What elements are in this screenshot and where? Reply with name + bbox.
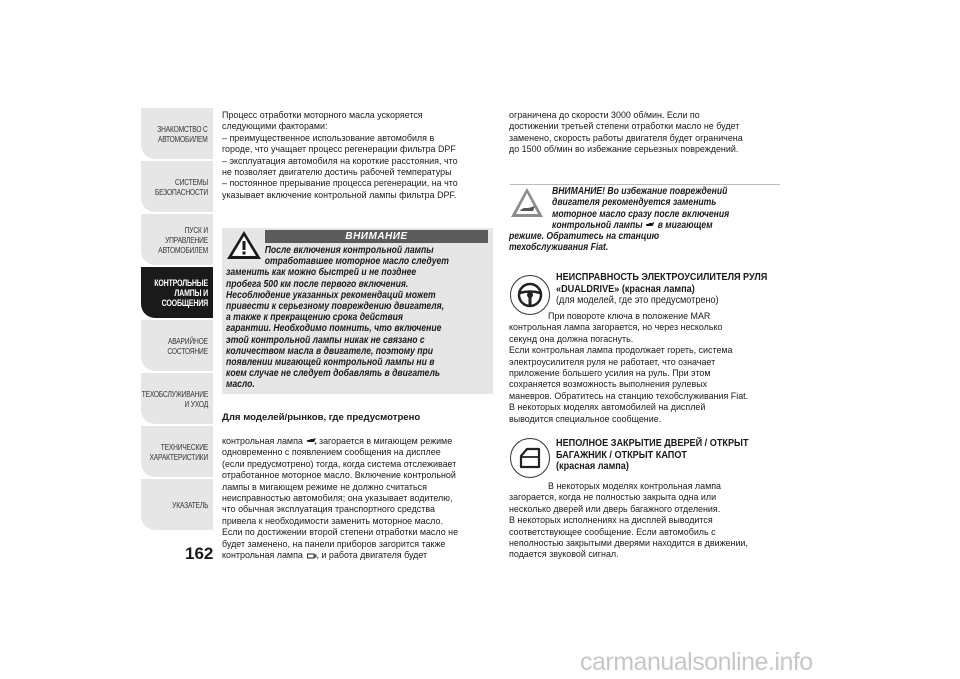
text-line: сохраняется возможность выполнения рулевых: [509, 379, 708, 391]
text-line: привела к необходимости заменить моторное масло.: [222, 515, 443, 527]
tab-label: ЗНАКОМСТВО С АВТОМОБИЛЕМ: [157, 123, 208, 144]
text-line: лампы в мигающем режиме не должно считаться: [222, 481, 427, 493]
text-line: не позволяет двигателю достичь рабочей температуры: [222, 167, 452, 179]
tab-label: ПУСК И УПРАВЛЕНИЕ АВТОМОБИЛЕМ: [158, 224, 208, 255]
text-line: В некоторых моделях контрольная лампа: [548, 481, 722, 492]
text-line: указывает включение контрольной лампы фильтра DPF.: [222, 189, 457, 201]
section-subheading: Для моделей/рынков, где предусмотрено: [222, 412, 421, 423]
tab-chapter-7[interactable]: [141, 426, 213, 477]
divider: [510, 184, 780, 185]
doors-paragraph: [509, 481, 788, 561]
text-line: соответствующее сообщение. Если автомобиль с: [509, 526, 716, 538]
page-number: 162: [185, 544, 214, 563]
tab-label: АВАРИЙНОЕ СОСТОЯНИЕ: [167, 335, 208, 356]
text-line: привести к серьезному повреждению двигателя,: [226, 301, 445, 313]
text-line: В некоторых моделях автомобилей на дисплей: [509, 402, 706, 414]
oil-lamp-icon: [645, 221, 655, 229]
text-line: пробега 500 км после первого включения.: [226, 278, 409, 290]
tab-label: КОНТРОЛЬНЫЕ ЛАМПЫ И СООБЩЕНИЯ: [154, 277, 208, 308]
heading-line: НЕПОЛНОЕ ЗАКРЫТИЕ ДВЕРЕЙ / ОТКРЫТ: [556, 438, 749, 449]
text-line: маневров. Обратитесь на станцию техобслуживания Fiat.: [509, 390, 749, 402]
tab-chapter-2[interactable]: [141, 161, 213, 212]
text-line: секунд она должна погаснуть.: [509, 333, 634, 345]
section-heading-steering: [556, 272, 767, 307]
tab-label: ТЕХОБСЛУЖИВАНИЕ И УХОД: [141, 388, 208, 409]
text-line: отработавшее моторное масло следует: [264, 256, 449, 268]
text-line: гарантии. Необходимо помнить, что включение: [226, 323, 442, 335]
text-line: [222, 550, 501, 561]
chapter-sidebar: [141, 108, 213, 532]
continued-paragraph: [509, 110, 788, 156]
text-line: несколько дверей или дверь багажного отделения.: [509, 503, 721, 515]
engine-lamp-icon: [305, 552, 316, 560]
text-line: После включения контрольной лампы: [264, 245, 434, 256]
tab-chapter-3[interactable]: [141, 214, 213, 265]
text-line: городе, что учащает процесс регенерации фильтра DPF: [222, 144, 456, 156]
text-line: коем случае не следует добавлять в двигатель: [226, 368, 441, 380]
text-line: приложение большего усилия на руль. При этом: [509, 368, 711, 380]
text-line: заменить как можно быстрей и не позднее: [226, 267, 417, 279]
text-line: масло.: [226, 379, 255, 391]
text-line: этой контрольной лампы никак не связано с: [226, 334, 425, 346]
tab-chapter-1[interactable]: [141, 108, 213, 159]
text-line: что обычная эксплуатация транспортного средства: [222, 504, 435, 516]
text-line: – постоянное прерывание процесса регенерации, на что: [222, 178, 458, 190]
oil-lamp-paragraph: [222, 436, 501, 561]
steering-paragraph: [509, 311, 788, 425]
text-line: – эксплуатация автомобиля на короткие расстояния, что: [222, 155, 458, 167]
tab-label: УКАЗАТЕЛЬ: [171, 499, 208, 510]
text-line: до 1500 об/мин во избежание серьезных повреждений.: [509, 144, 739, 156]
text-line: двигателя рекомендуется заменить: [552, 197, 717, 209]
heading-line: БАГАЖНИК / ОТКРЫТ КАПОТ: [556, 449, 687, 461]
warning-title: ВНИМАНИЕ: [265, 230, 488, 243]
tab-label: ТЕХНИЧЕСКИЕ ХАРАКТЕРИСТИКИ: [149, 441, 208, 462]
car-door-icon: [510, 438, 550, 478]
text-fragment: контрольной лампы: [552, 219, 643, 231]
text-line: будет заменено, на панели приборов загорится также: [222, 538, 446, 550]
text-line: ограничена до скорости 3000 об/мин. Если по: [509, 110, 700, 121]
text-line: В некоторых исполнениях на дисплей выводится: [509, 515, 713, 527]
text-line: – преимущественное использование автомобиля в: [222, 132, 435, 144]
text-line: ВНИМАНИЕ! Во избежание повреждений: [552, 186, 728, 197]
text-line: подается звуковой сигнал.: [509, 549, 619, 561]
tab-chapter-4-active[interactable]: [141, 267, 213, 318]
text-line: режиме. Обратитесь на станцию: [509, 231, 660, 243]
text-fragment: загорается в мигающем режиме: [318, 436, 453, 447]
text-line: (если предусмотрено) тогда, когда система отслеживает: [222, 458, 457, 470]
text-fragment: контрольная лампа: [222, 436, 303, 447]
tab-label: СИСТЕМЫ БЕЗОПАСНОСТИ: [154, 176, 208, 197]
text-line: электроусилителя руля не работает, что означает: [509, 356, 716, 368]
warning-text-2: [509, 186, 776, 254]
text-fragment: контрольная лампа: [222, 550, 303, 562]
text-line: отработанное моторное масло. Включение контрольной: [222, 470, 456, 482]
text-line: загорается, когда не полностью закрыта одна или: [509, 492, 717, 504]
tab-chapter-5[interactable]: [141, 320, 213, 371]
text-line: техобслуживания Fiat.: [509, 242, 609, 254]
oil-lamp-icon: [305, 437, 316, 445]
heading-line: «DUALDRIVE» (красная лампа): [556, 283, 695, 295]
text-line: следующими факторами:: [222, 121, 328, 133]
heading-line: НЕИСПРАВНОСТЬ ЭЛЕКТРОУСИЛИТЕЛЯ РУЛЯ: [556, 272, 768, 283]
heading-note: (для моделей, где это предусмотрено): [556, 295, 719, 306]
text-line: достижении третьей степени отработки масло не будет: [509, 121, 740, 133]
text-fragment: в мигающем: [657, 219, 713, 231]
text-line: заменено, скорость работы двигателя будет ограничена: [509, 132, 743, 144]
text-line: неполностью закрытыми дверями находится в движении,: [509, 538, 748, 550]
text-line: появлении мигающей контрольной лампы ни в: [226, 357, 435, 369]
text-line: [509, 220, 776, 231]
text-line: выводится специальное сообщение.: [509, 413, 662, 425]
warning-text: [226, 245, 481, 391]
section-heading-doors: [556, 438, 749, 473]
text-line: При повороте ключа в положение MAR: [548, 311, 711, 322]
text-line: а также к прекращению срока действия: [226, 312, 404, 324]
steering-wheel-icon: [510, 275, 550, 315]
text-line: Если по достижении второй степени отработки масло не: [222, 527, 459, 539]
tab-chapter-8[interactable]: [141, 479, 213, 530]
text-line: Несоблюдение указанных рекомендаций может: [226, 289, 436, 301]
text-line: Процесс отработки моторного масла ускоряется: [222, 110, 423, 121]
text-line: неисправностью автомобиля; она указывает водителю,: [222, 493, 453, 505]
text-line: контрольная лампа загорается, но через несколько: [509, 322, 723, 334]
tab-chapter-6[interactable]: [141, 373, 213, 424]
text-line: [222, 436, 501, 447]
intro-paragraph: [222, 110, 492, 201]
heading-line: (красная лампа): [556, 461, 629, 472]
text-fragment: , и работа двигателя будет: [316, 550, 428, 562]
watermark: carmanualsonline.info: [580, 648, 813, 676]
text-line: Если контрольная лампа продолжает гореть, система: [509, 345, 733, 357]
text-line: количеством масла в двигателе, поэтому при: [226, 345, 434, 357]
text-line: моторное масло сразу после включения: [552, 208, 730, 220]
text-line: одновременно с появлением сообщения на дисплее: [222, 447, 441, 459]
